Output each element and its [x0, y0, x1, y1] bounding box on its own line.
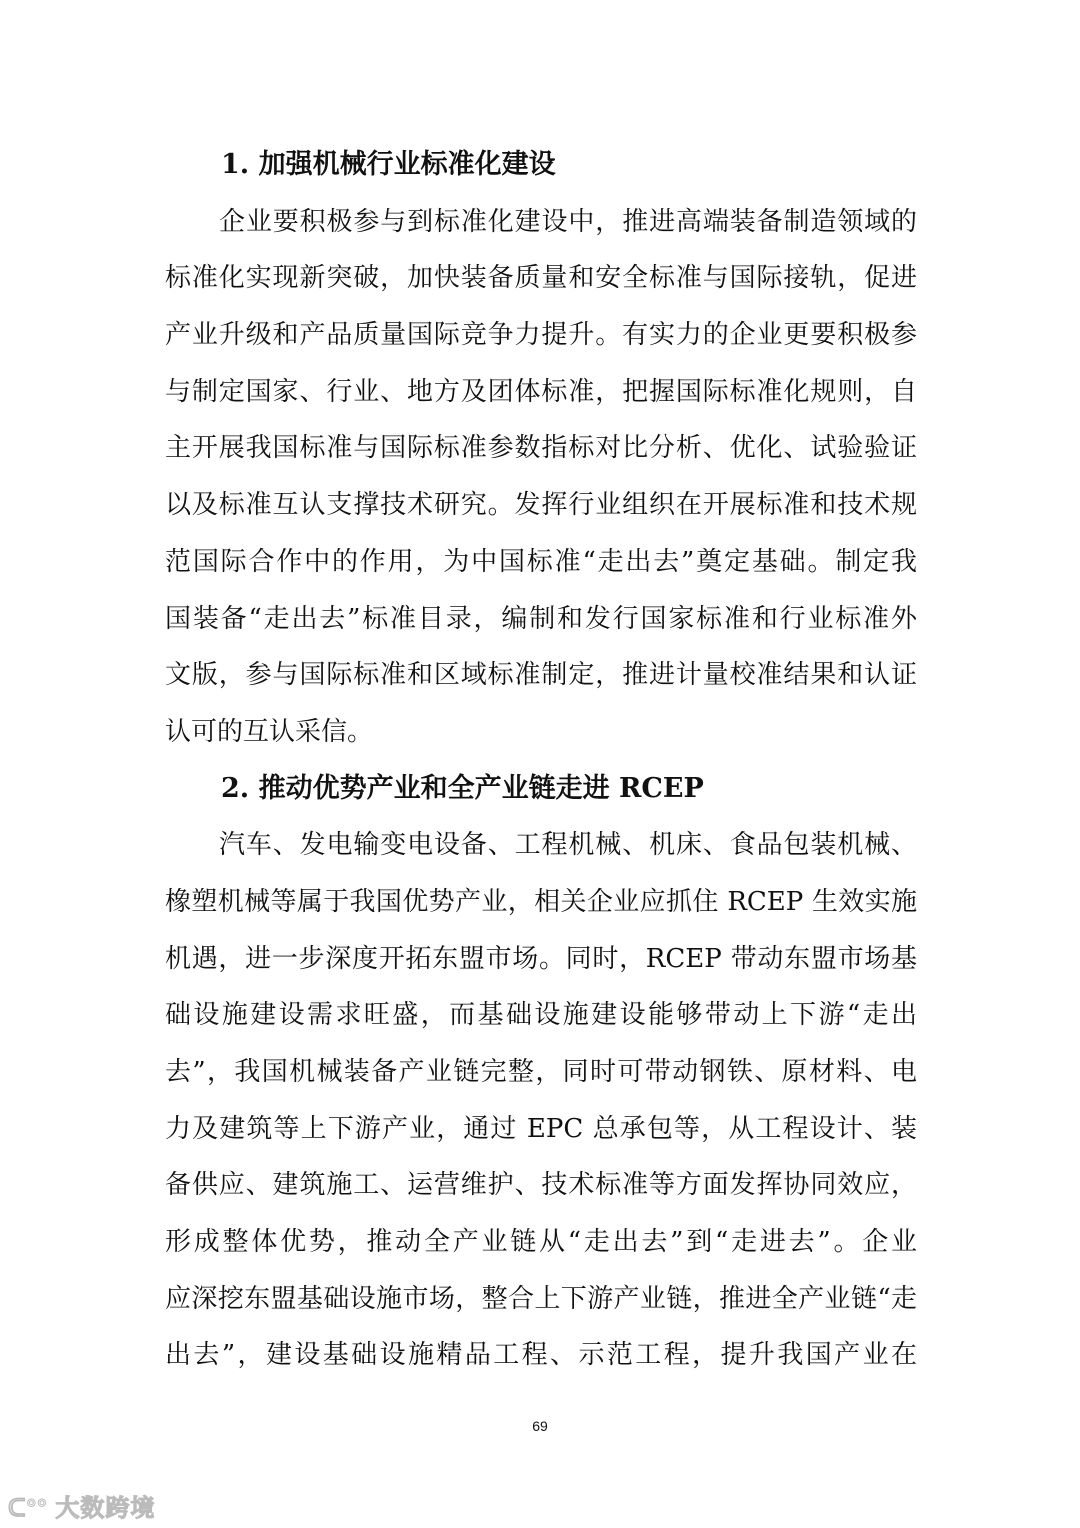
- watermark-text: 大数跨境: [55, 1495, 156, 1522]
- text-line: 汽车、发电输变电设备、工程机械、机床、食品包装机械、: [219, 830, 917, 861]
- text-line: 橡塑机械等属于我国优势产业，相关企业应抓住 RCEP 生效实施: [165, 886, 917, 917]
- section-1-paragraph: [165, 194, 917, 761]
- watermark-logo: [8, 1488, 155, 1523]
- page-number: 69: [532, 1418, 548, 1434]
- text-line: 机遇，进一步深度开拓东盟市场。同时，RCEP 带动东盟市场基: [165, 943, 917, 974]
- text-line: 企业要积极参与到标准化建设中，推进高端装备制造领域的: [219, 206, 917, 237]
- text-line: 形成整体优势，推动全产业链从“走出去”到“走进去”。企业: [165, 1227, 917, 1258]
- text-line: 出去”，建设基础设施精品工程、示范工程，提升我国产业在: [165, 1340, 917, 1371]
- watermark-icon: ᑕ°°: [8, 1495, 48, 1522]
- text-line: 主开展我国标准与国际标准参数指标对比分析、优化、试验验证: [165, 433, 917, 464]
- text-line: 认可的互认采信。: [165, 716, 374, 747]
- text-line: 文版，参与国际标准和区域标准制定，推进计量校准结果和认证: [165, 660, 917, 691]
- text-line: 去”，我国机械装备产业链完整，同时可带动钢铁、原材料、电: [165, 1057, 917, 1087]
- section-heading-1: 1. 加强机械行业标准化建设: [221, 149, 556, 180]
- text-line: 以及标准互认支撑技术研究。发挥行业组织在开展标准和技术规: [165, 490, 917, 521]
- text-line: 础设施建设需求旺盛，而基础设施建设能够带动上下游“走出: [165, 1000, 917, 1031]
- text-line: 产业升级和产品质量国际竞争力提升。有实力的企业更要积极参: [165, 320, 917, 351]
- section-2-paragraph: [165, 817, 917, 1384]
- text-line: 力及建筑等上下游产业，通过 EPC 总承包等，从工程设计、装: [165, 1113, 917, 1144]
- section-heading-2: 2. 推动优势产业和全产业链走进 RCEP: [221, 772, 704, 804]
- text-line: 应深挖东盟基础设施市场，整合上下游产业链，推进全产业链“走: [165, 1283, 917, 1314]
- text-line: 备供应、建筑施工、运营维护、技术标准等方面发挥协同效应，: [165, 1170, 917, 1201]
- text-line: 与制定国家、行业、地方及团体标准，把握国际标准化规则，自: [165, 376, 917, 407]
- document-body: [165, 137, 917, 1384]
- text-line: 国装备“走出去”标准目录，编制和发行国家标准和行业标准外: [165, 603, 917, 634]
- text-line: 标准化实现新突破，加快装备质量和安全标准与国际接轨，促进: [165, 263, 917, 294]
- text-line: 范国际合作中的作用，为中国标准“走出去”奠定基础。制定我: [165, 546, 917, 577]
